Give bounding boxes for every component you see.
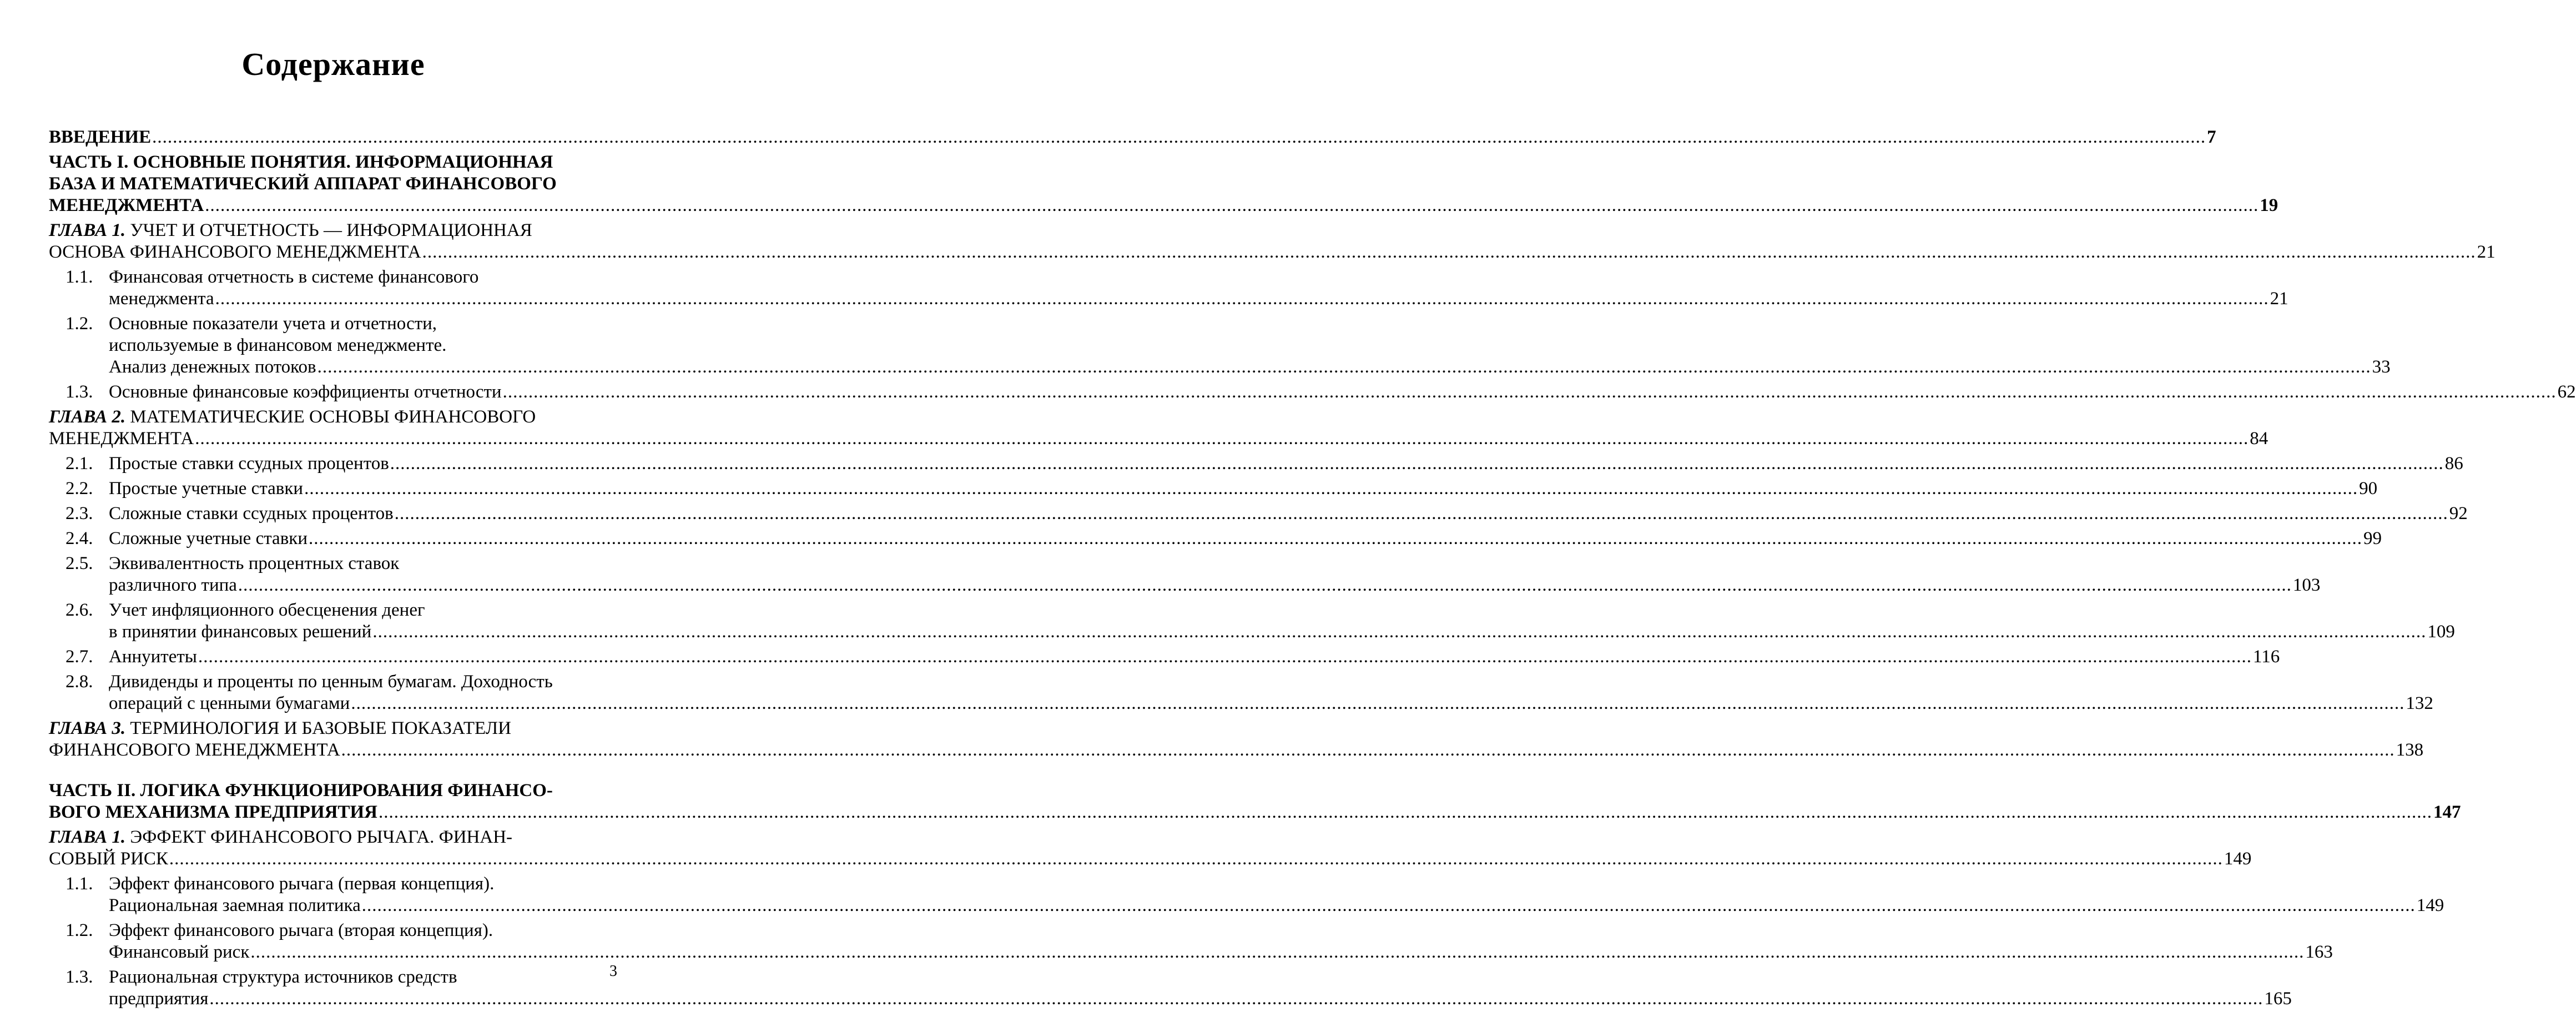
dot-leader: ................................................................................................................................................................................................................................................................................................................................................................................................................: [317, 357, 2371, 377]
section-number: 1.1.: [65, 874, 93, 894]
toc-section-entry: [49, 503, 2468, 525]
toc-section-entry: [49, 671, 2433, 714]
toc-chapter-entry: [49, 827, 2252, 870]
toc-entry-text: ВОГО МЕХАНИЗМА ПРЕДПРИЯТИЯ: [49, 802, 377, 822]
toc-entry-page: 138: [2396, 740, 2424, 760]
table-of-contents: [49, 127, 2576, 1010]
dot-leader: ................................................................................................................................................................................................................................................................................................................................................................................................................: [215, 289, 2269, 309]
toc-entry-page: 99: [2363, 528, 2382, 548]
dot-leader: ................................................................................................................................................................................................................................................................................................................................................................................................................: [205, 195, 2259, 215]
toc-entry-line: Рациональная структура источников средств: [109, 967, 457, 987]
toc-entry-text: МЕНЕДЖМЕНТА: [49, 429, 194, 449]
toc-section-entry: [49, 646, 2280, 668]
toc-chapter-first-line: [49, 718, 618, 739]
page-number: 3: [609, 963, 617, 980]
toc-entry-text: предприятия: [109, 989, 209, 1009]
toc-entry-page: 19: [2260, 195, 2278, 215]
toc-entry-text: Аннуитеты: [109, 647, 197, 667]
toc-entry-page: 92: [2449, 504, 2468, 523]
toc-entry-line: Дивиденды и проценты по ценным бумагам. Доходность: [109, 672, 553, 692]
toc-entry-last-line: [49, 802, 2461, 823]
toc-section-entry: [49, 600, 2455, 643]
toc-entry-page: 132: [2406, 693, 2433, 713]
toc-entry-last-line: [109, 453, 2463, 475]
section-number: 2.5.: [65, 553, 93, 573]
section-number: 2.6.: [65, 600, 93, 620]
dot-leader: ................................................................................................................................................................................................................................................................................................................................................................................................................: [502, 382, 2557, 402]
toc-entry-page: 149: [2416, 895, 2444, 915]
chapter-title: УЧЕТ И ОТЧЕТНОСТЬ — ИНФОРМАЦИОННАЯ: [130, 220, 532, 240]
section-number: 2.2.: [65, 479, 93, 499]
toc-entry-last-line: [109, 895, 2444, 917]
toc-section-entry: [49, 873, 2444, 917]
toc-chapter-entry: [49, 718, 2424, 761]
chapter-label: ГЛАВА 1.: [49, 220, 126, 240]
toc-entry-line: Финансовая отчетность в системе финансового: [109, 267, 479, 287]
toc-chapter-first-line: [49, 827, 618, 848]
toc-chapter-entry: [49, 406, 2269, 450]
toc-entry-text: различного типа: [109, 575, 237, 595]
chapter-label: ГЛАВА 1.: [49, 827, 126, 847]
section-number: 2.3.: [65, 504, 93, 523]
dot-leader: ................................................................................................................................................................................................................................................................................................................................................................................................................: [169, 849, 2223, 869]
toc-section-entry: [49, 381, 2576, 403]
toc-entry-text: Простые учетные ставки: [109, 479, 304, 499]
dot-leader: ................................................................................................................................................................................................................................................................................................................................................................................................................: [378, 802, 2432, 822]
section-number: 1.3.: [65, 382, 93, 402]
toc-part-entry: [49, 780, 2461, 823]
toc-entry-text: Рациональная заемная политика: [109, 895, 361, 915]
toc-entry-line: Эквивалентность процентных ставок: [109, 553, 400, 573]
toc-chapter-first-line: [49, 406, 618, 428]
toc-entry-line: Учет инфляционного обесценения денег: [109, 600, 425, 620]
toc-entry-last-line: [49, 195, 2278, 217]
toc-entry-line: Эффект финансового рычага (первая концепция).: [109, 874, 495, 894]
toc-entry-text: СОВЫЙ РИСК: [49, 849, 168, 869]
toc-entry-last-line: [109, 693, 2433, 714]
section-number: 2.8.: [65, 672, 93, 692]
toc-entry-last-line: [109, 503, 2468, 525]
toc-entry-page: 86: [2444, 454, 2463, 474]
dot-leader: ................................................................................................................................................................................................................................................................................................................................................................................................................: [422, 242, 2476, 262]
toc-entry-last-line: [49, 127, 2216, 148]
toc-entry-last-line: [109, 621, 2455, 643]
toc-part-entry: [49, 127, 2216, 148]
dot-leader: ................................................................................................................................................................................................................................................................................................................................................................................................................: [308, 528, 2362, 548]
toc-entry-page: 84: [2250, 429, 2269, 449]
toc-entry-text: операций с ценными бумагами: [109, 693, 350, 713]
dot-leader: ................................................................................................................................................................................................................................................................................................................................................................................................................: [394, 504, 2448, 523]
toc-entry-page: 33: [2372, 357, 2391, 377]
dot-leader: ................................................................................................................................................................................................................................................................................................................................................................................................................: [361, 895, 2416, 915]
toc-entry-last-line: [49, 428, 2269, 450]
toc-entry-line: Основные показатели учета и отчетности,: [109, 314, 437, 334]
toc-entry-last-line: [109, 381, 2576, 403]
toc-entry-text: Сложные учетные ставки: [109, 528, 307, 548]
toc-entry-line: ЧАСТЬ I. ОСНОВНЫЕ ПОНЯТИЯ. ИНФОРМАЦИОННАЯ: [49, 152, 553, 172]
section-number: 1.2.: [65, 314, 93, 334]
toc-entry-page: 147: [2433, 802, 2461, 822]
section-number: 1.1.: [65, 267, 93, 287]
dot-leader: ................................................................................................................................................................................................................................................................................................................................................................................................................: [198, 647, 2252, 667]
dot-leader: ................................................................................................................................................................................................................................................................................................................................................................................................................: [209, 989, 2264, 1009]
dot-leader: ................................................................................................................................................................................................................................................................................................................................................................................................................: [195, 429, 2249, 449]
toc-entry-line: ЧАСТЬ II. ЛОГИКА ФУНКЦИОНИРОВАНИЯ ФИНАНСО-: [49, 781, 553, 800]
section-number: 2.7.: [65, 647, 93, 667]
toc-entry-text: менеджмента: [109, 289, 214, 309]
toc-entry-line: БАЗА И МАТЕМАТИЧЕСКИЙ АППАРАТ ФИНАНСОВОГО: [49, 174, 557, 194]
dot-leader: ................................................................................................................................................................................................................................................................................................................................................................................................................: [250, 942, 2305, 962]
toc-entry-text: в принятии финансовых решений: [109, 622, 372, 642]
toc-entry-last-line: [109, 528, 2382, 550]
toc-entry-text: Финансовый риск: [109, 942, 250, 962]
toc-entry-page: 103: [2292, 575, 2321, 595]
toc-entry-text: ФИНАНСОВОГО МЕНЕДЖМЕНТА: [49, 740, 340, 760]
toc-section-entry: [49, 478, 2378, 500]
toc-entry-text: Сложные ставки ссудных процентов: [109, 504, 394, 523]
dot-leader: ................................................................................................................................................................................................................................................................................................................................................................................................................: [390, 454, 2444, 474]
toc-entry-text: ВВЕДЕНИЕ: [49, 127, 152, 147]
section-number: 1.2.: [65, 920, 93, 940]
dot-leader: ................................................................................................................................................................................................................................................................................................................................................................................................................: [304, 479, 2358, 499]
toc-entry-page: 165: [2264, 989, 2292, 1009]
toc-entry-line: Эффект финансового рычага (вторая концепция).: [109, 920, 493, 940]
toc-entry-text: ОСНОВА ФИНАНСОВОГО МЕНЕДЖМЕНТА: [49, 242, 421, 262]
toc-entry-last-line: [109, 942, 2333, 963]
toc-section-entry: [49, 528, 2382, 550]
toc-entry-page: 62: [2557, 382, 2576, 402]
section-number: 2.1.: [65, 454, 93, 474]
toc-entry-last-line: [49, 739, 2424, 761]
entry-spacer: [49, 761, 618, 780]
toc-chapter-entry: [49, 220, 2496, 263]
dot-leader: ................................................................................................................................................................................................................................................................................................................................................................................................................: [238, 575, 2292, 595]
toc-entry-last-line: [109, 988, 2292, 1010]
toc-section-entry: [49, 266, 2288, 310]
toc-entry-last-line: [109, 646, 2280, 668]
toc-entry-page: 7: [2207, 127, 2216, 147]
toc-section-entry: [49, 966, 2292, 1010]
toc-entry-page: 109: [2427, 622, 2455, 642]
section-number: 2.4.: [65, 528, 93, 548]
toc-entry-last-line: [109, 356, 2391, 378]
toc-chapter-first-line: [49, 220, 618, 241]
toc-entry-page: 90: [2359, 479, 2378, 499]
chapter-title: ЭФФЕКТ ФИНАНСОВОГО РЫЧАГА. ФИНАН-: [130, 827, 513, 847]
chapter-label: ГЛАВА 2.: [49, 407, 126, 427]
toc-entry-page: 163: [2305, 942, 2333, 962]
toc-entry-line: используемые в финансовом менеджменте.: [109, 335, 447, 355]
toc-entry-last-line: [49, 848, 2252, 870]
toc-entry-last-line: [109, 575, 2321, 596]
chapter-title: ТЕРМИНОЛОГИЯ И БАЗОВЫЕ ПОКАЗАТЕЛИ: [130, 718, 511, 738]
dot-leader: ................................................................................................................................................................................................................................................................................................................................................................................................................: [152, 127, 2206, 147]
toc-entry-page: 21: [2270, 289, 2288, 309]
toc-part-entry: [49, 152, 2278, 217]
page-title: Содержание: [241, 46, 425, 82]
toc-entry-text: МЕНЕДЖМЕНТА: [49, 195, 204, 215]
dot-leader: ................................................................................................................................................................................................................................................................................................................................................................................................................: [341, 740, 2395, 760]
toc-entry-last-line: [49, 241, 2496, 263]
toc-section-entry: [49, 453, 2463, 475]
toc-entry-text: Основные финансовые коэффициенты отчетности: [109, 382, 502, 402]
toc-entry-page: 149: [2224, 849, 2252, 869]
chapter-title: МАТЕМАТИЧЕСКИЕ ОСНОВЫ ФИНАНСОВОГО: [130, 407, 536, 427]
toc-entry-text: Простые ставки ссудных процентов: [109, 454, 389, 474]
section-number: 1.3.: [65, 967, 93, 987]
toc-entry-last-line: [109, 478, 2378, 500]
toc-entry-page: 21: [2477, 242, 2496, 262]
toc-page: [49, 0, 2576, 1010]
toc-section-entry: [49, 920, 2333, 963]
toc-entry-last-line: [109, 288, 2288, 310]
toc-entry-page: 116: [2252, 647, 2280, 667]
toc-section-entry: [49, 313, 2391, 378]
toc-entry-text: Анализ денежных потоков: [109, 357, 316, 377]
chapter-label: ГЛАВА 3.: [49, 718, 126, 738]
dot-leader: ................................................................................................................................................................................................................................................................................................................................................................................................................: [372, 622, 2427, 642]
toc-section-entry: [49, 553, 2321, 596]
dot-leader: ................................................................................................................................................................................................................................................................................................................................................................................................................: [351, 693, 2405, 713]
